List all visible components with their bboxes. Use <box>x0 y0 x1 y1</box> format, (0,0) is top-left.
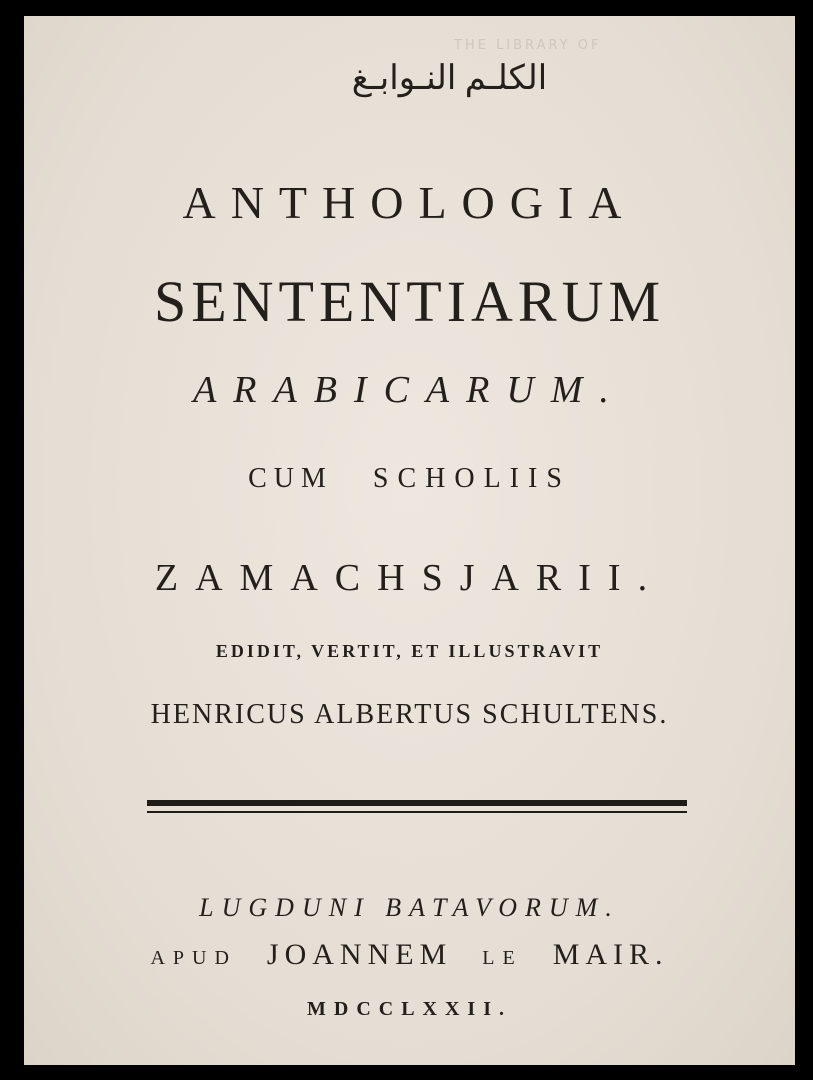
subtitle-line <box>24 463 795 495</box>
imprint-apud: APUD <box>150 947 237 969</box>
library-stamp: THE LIBRARY OF <box>454 38 602 53</box>
subtitle-cum: CUM <box>248 463 333 494</box>
author-name: ZAMACHSJARII. <box>154 557 665 599</box>
title-line-sententiarum: SENTENTIARUM <box>153 269 666 334</box>
arabic-title: الكلـم النـوابـغ <box>351 60 548 97</box>
imprint-printer-first: JOANNEM <box>266 938 453 971</box>
editor-note: EDIDIT, VERTIT, ET ILLUSTRAVIT <box>215 641 604 661</box>
title-page <box>24 16 795 1065</box>
imprint-year: MDCCLXXII. <box>307 998 512 1020</box>
title-line-arabicarum: ARABICARUM. <box>193 369 626 411</box>
divider-thin <box>147 811 687 813</box>
divider-thick <box>147 800 687 806</box>
editor-name: HENRICUS ALBERTUS SCHULTENS. <box>150 699 669 730</box>
imprint-place: LUGDUNI BATAVORUM. <box>199 893 620 922</box>
title-line-anthologia: ANTHOLOGIA <box>182 177 637 228</box>
subtitle-scholiis: SCHOLIIS <box>372 463 571 494</box>
imprint-printer-last: MAIR. <box>552 938 669 971</box>
imprint-le: LE <box>482 947 523 969</box>
imprint-printer <box>24 938 795 972</box>
